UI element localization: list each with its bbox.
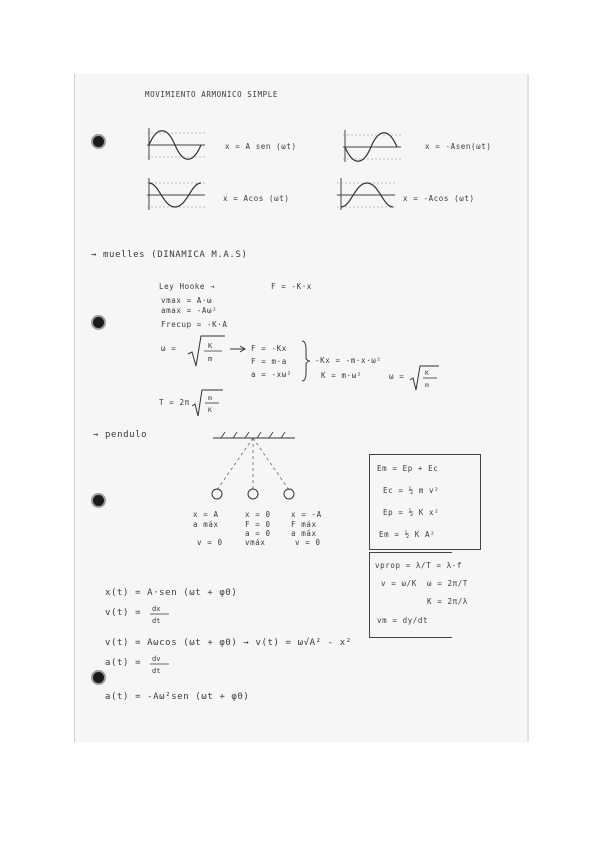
system-brace xyxy=(301,340,311,382)
sqrt-m-over-k xyxy=(191,388,225,418)
pendulum-right-line-3: a máx xyxy=(291,529,317,538)
acceleration-definition: a(t) = xyxy=(105,658,142,668)
dx-dt-fraction xyxy=(149,602,171,626)
hooke-law-formula: F = -K·x xyxy=(271,282,312,291)
energy-potential: Ep = ½ K x² xyxy=(383,508,440,517)
punch-hole-4 xyxy=(93,672,104,683)
pendulum-center-line-4: vmáx xyxy=(245,538,266,547)
sqrt-k-over-m xyxy=(187,334,227,368)
a-def-num: dv xyxy=(152,655,161,663)
dv-dt-fraction xyxy=(149,652,171,676)
pendulo-header: → pendulo xyxy=(93,430,148,440)
sqrt-m-den: m xyxy=(208,355,213,363)
pendulum-left-line-1: x = A xyxy=(193,510,219,519)
vmax-formula: vmax = A·ω xyxy=(161,296,213,305)
sqrt-k-num: K xyxy=(208,342,213,350)
a-def-den: dt xyxy=(152,667,161,675)
notebook-page xyxy=(74,74,529,742)
energy-mechanical: Em = Ep + Ec xyxy=(377,464,439,473)
pendulum-right-line-2: F máx xyxy=(291,520,317,529)
punch-hole-2 xyxy=(93,317,104,328)
pendulum-center-line-2: F = 0 xyxy=(245,520,271,529)
v-def-num: dx xyxy=(152,605,161,613)
wave-neg-sine-sketch xyxy=(343,130,403,164)
prop-velocity: vprop = λ/T = λ·f xyxy=(375,561,462,570)
prop-v-omega-k: v = ω/K xyxy=(381,579,417,588)
pendulum-center-line-3: a = 0 xyxy=(245,529,271,538)
prop-omega: ω = 2π/T xyxy=(427,579,468,588)
pendulum-left-line-2: a máx xyxy=(193,520,219,529)
wave-label-neg-cosine: x = -Acos (ωt) xyxy=(403,194,475,203)
pendulum-left-line-3: v = 0 xyxy=(197,538,223,547)
arrow-to-system xyxy=(229,344,247,354)
hooke-law-label: Ley Hooke → xyxy=(159,282,216,291)
result-k-num: K xyxy=(425,369,429,377)
velocity-full-equation: v(t) = Aωcos (ωt + φ0) → v(t) = ω√A² - x² xyxy=(105,638,352,648)
period-m-num: m xyxy=(208,394,212,402)
wave-label-sine: x = A sen (ωt) xyxy=(225,142,297,151)
energy-kinetic: Ec = ½ m v² xyxy=(383,486,440,495)
prop-vm: vm = dy/dt xyxy=(377,616,429,625)
sqrt-k-over-m-result xyxy=(409,364,441,392)
pendulum-center-line-1: x = 0 xyxy=(245,510,271,519)
pendulum-right-line-4: v = 0 xyxy=(295,538,321,547)
pendulum-diagram xyxy=(203,430,303,500)
pendulum-right-line-1: x = -A xyxy=(291,510,322,519)
amax-formula: amax = -Aω² xyxy=(161,306,218,315)
energy-mechanical-2: Em = ½ K A² xyxy=(379,530,436,539)
result-m-den: m xyxy=(425,381,429,389)
eq-newton: F = m·a xyxy=(251,357,287,366)
eq-force-hooke: F = -Kx xyxy=(251,344,287,353)
period-formula: T = 2π xyxy=(159,398,190,407)
combined-eq-1: -Kx = -m·x·ω² xyxy=(315,356,382,365)
combined-eq-2: K = m·ω² xyxy=(321,371,362,380)
velocity-definition: v(t) = xyxy=(105,608,142,618)
position-equation: x(t) = A·sen (ωt + φ0) xyxy=(105,588,238,598)
wave-cosine-sketch xyxy=(147,178,207,212)
acceleration-full-equation: a(t) = -Aω²sen (ωt + φ0) xyxy=(105,692,250,702)
wave-label-neg-sine: x = -Asen(ωt) xyxy=(425,142,492,151)
prop-k: K = 2π/λ xyxy=(427,597,468,606)
punch-hole-1 xyxy=(93,136,104,147)
wave-sine-sketch xyxy=(147,128,207,162)
punch-hole-3 xyxy=(93,495,104,506)
page-title: MOVIMIENTO ARMONICO SIMPLE xyxy=(145,90,278,99)
v-def-den: dt xyxy=(152,617,161,625)
period-k-den: K xyxy=(208,406,212,414)
wave-label-cosine: x = Acos (ωt) xyxy=(223,194,290,203)
wave-neg-cosine-sketch xyxy=(337,178,397,212)
eq-acceleration: a = -xω² xyxy=(251,370,292,379)
combined-eq-3: ω = xyxy=(389,372,405,381)
frecup-formula: Frecup = -K·A xyxy=(161,320,228,329)
muelles-header: → muelles (DINAMICA M.A.S) xyxy=(91,250,248,260)
omega-symbol: ω = xyxy=(161,344,177,353)
